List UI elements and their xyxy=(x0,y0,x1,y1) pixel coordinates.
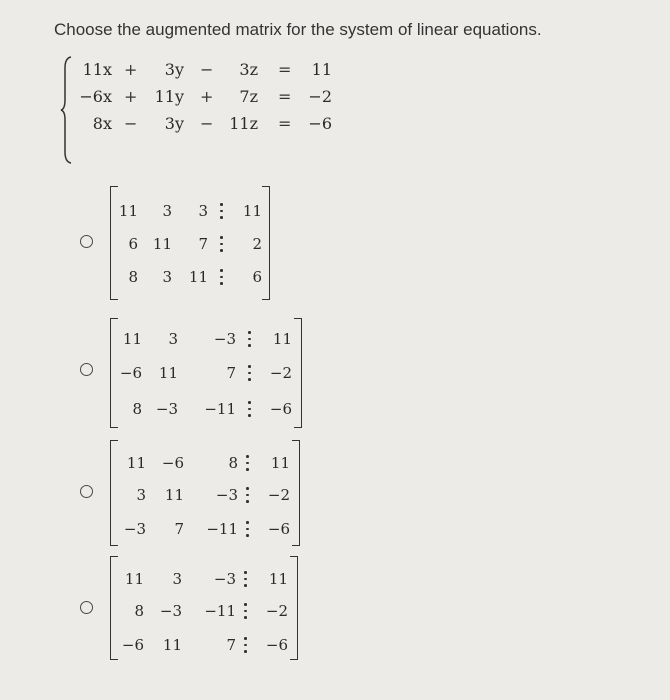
matrix-cell: 7 xyxy=(174,520,184,538)
matrix-cell: 11 xyxy=(268,570,288,588)
matrix-cell: 11 xyxy=(188,268,208,286)
radio-button[interactable] xyxy=(80,235,93,248)
matrix-cell: 11 xyxy=(162,636,182,654)
matrix-cell: 3 xyxy=(136,486,146,504)
matrix-cell: 7 xyxy=(226,364,236,382)
matrix-cell: −2 xyxy=(269,364,292,382)
matrix-cell: 3 xyxy=(198,202,208,220)
radio-button[interactable] xyxy=(80,601,93,614)
answer-option[interactable] xyxy=(80,556,320,660)
augment-divider xyxy=(246,455,249,475)
term-z: 7z xyxy=(239,87,258,106)
term-z: 11z xyxy=(229,114,258,133)
matrix-cell: 8 xyxy=(132,400,142,418)
matrix-cell: 8 xyxy=(128,268,138,286)
matrix-cell: −6 xyxy=(269,400,292,418)
augment-divider xyxy=(244,603,247,623)
matrix-cell: 7 xyxy=(226,636,236,654)
operator: + xyxy=(200,87,214,106)
augmented-matrix xyxy=(110,440,300,544)
matrix-cell: 11 xyxy=(122,330,142,348)
answer-option[interactable] xyxy=(80,318,320,430)
matrix-cell: −6 xyxy=(267,520,290,538)
rhs-value: −2 xyxy=(308,87,332,106)
matrix-cell: −11 xyxy=(204,400,236,418)
matrix-cell: −2 xyxy=(267,486,290,504)
radio-button[interactable] xyxy=(80,363,93,376)
matrix-cell: 11 xyxy=(164,486,184,504)
matrix-cell: 6 xyxy=(128,235,138,253)
matrix-cell: 11 xyxy=(126,454,146,472)
matrix-cell: 11 xyxy=(118,202,138,220)
term-y: 11y xyxy=(154,87,184,106)
operator: − xyxy=(124,114,138,133)
matrix-cell: 2 xyxy=(252,235,262,253)
matrix-cell: 3 xyxy=(168,330,178,348)
matrix-cell: −3 xyxy=(213,330,236,348)
term-z: 3z xyxy=(239,60,258,79)
equals-sign: = xyxy=(278,60,292,79)
matrix-cell: −2 xyxy=(265,602,288,620)
augment-divider xyxy=(244,571,247,591)
augment-divider xyxy=(244,637,247,657)
matrix-cell: −3 xyxy=(215,486,238,504)
matrix-cell: −3 xyxy=(123,520,146,538)
term-x: 8x xyxy=(92,114,112,133)
rhs-value: −6 xyxy=(308,114,332,133)
augment-divider xyxy=(220,236,223,256)
matrix-cell: −6 xyxy=(119,364,142,382)
answer-option[interactable] xyxy=(80,186,300,298)
operator: + xyxy=(124,87,138,106)
augment-divider xyxy=(220,203,223,223)
matrix-cell: 8 xyxy=(228,454,238,472)
augmented-matrix xyxy=(110,556,298,658)
matrix-cell: −6 xyxy=(121,636,144,654)
matrix-cell: 11 xyxy=(272,330,292,348)
matrix-cell: 11 xyxy=(152,235,172,253)
right-bracket xyxy=(292,440,300,546)
right-bracket xyxy=(290,556,298,660)
matrix-cell: −3 xyxy=(159,602,182,620)
matrix-cell: 3 xyxy=(172,570,182,588)
equals-sign: = xyxy=(278,87,292,106)
linear-system xyxy=(60,56,380,164)
term-x: −6x xyxy=(79,87,112,106)
operator: − xyxy=(200,114,214,133)
matrix-cell: 11 xyxy=(124,570,144,588)
augmented-matrix xyxy=(110,186,270,298)
matrix-cell: −6 xyxy=(265,636,288,654)
augment-divider xyxy=(246,521,249,541)
matrix-cell: −11 xyxy=(206,520,238,538)
term-y: 3y xyxy=(164,60,184,79)
augment-divider xyxy=(220,269,223,289)
term-y: 3y xyxy=(164,114,184,133)
answer-option[interactable] xyxy=(80,440,320,544)
right-bracket xyxy=(294,318,302,428)
augment-divider xyxy=(248,331,251,351)
right-bracket xyxy=(262,186,270,300)
operator: + xyxy=(124,60,138,79)
matrix-cell: 7 xyxy=(198,235,208,253)
matrix-cell: −3 xyxy=(213,570,236,588)
matrix-cell: 6 xyxy=(252,268,262,286)
term-x: 11x xyxy=(82,60,112,79)
matrix-cell: −11 xyxy=(204,602,236,620)
operator: − xyxy=(200,60,214,79)
left-brace-icon xyxy=(60,56,72,164)
matrix-cell: 8 xyxy=(134,602,144,620)
matrix-cell: 3 xyxy=(162,268,172,286)
matrix-cell: 11 xyxy=(158,364,178,382)
matrix-cell: 11 xyxy=(270,454,290,472)
augmented-matrix xyxy=(110,318,302,426)
matrix-cell: −3 xyxy=(155,400,178,418)
equals-sign: = xyxy=(278,114,292,133)
matrix-cell: −6 xyxy=(161,454,184,472)
matrix-cell: 3 xyxy=(162,202,172,220)
rhs-value: 11 xyxy=(311,60,332,79)
augment-divider xyxy=(248,401,251,421)
question-text: Choose the augmented matrix for the system of linear equations. xyxy=(54,20,542,39)
radio-button[interactable] xyxy=(80,485,93,498)
augment-divider xyxy=(246,487,249,507)
augment-divider xyxy=(248,365,251,385)
matrix-cell: 11 xyxy=(242,202,262,220)
